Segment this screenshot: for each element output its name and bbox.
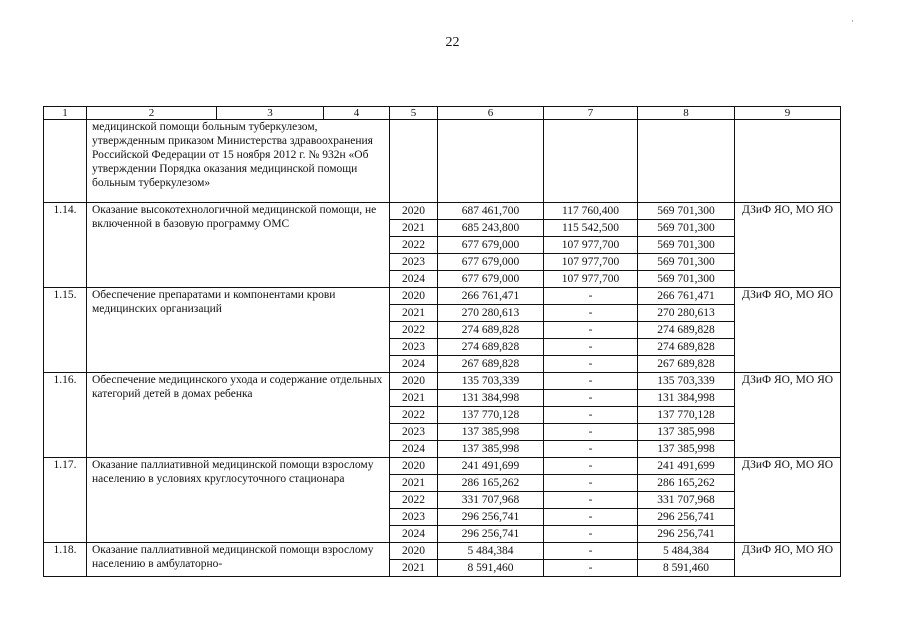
total-amount: 241 491,699 <box>438 458 544 475</box>
col-header: 3 <box>217 107 324 120</box>
item-number: 1.17. <box>44 458 87 543</box>
federal-amount: 115 542,500 <box>544 220 638 237</box>
total-amount: 685 243,800 <box>438 220 544 237</box>
executor-cell <box>735 120 841 203</box>
federal-amount: - <box>544 390 638 407</box>
regional-amount: 267 689,828 <box>638 356 735 373</box>
regional-amount: 274 689,828 <box>638 322 735 339</box>
item-number: 1.18. <box>44 543 87 577</box>
regional-amount: 569 701,300 <box>638 220 735 237</box>
regional-amount: 131 384,998 <box>638 390 735 407</box>
year-cell: 2022 <box>390 492 438 509</box>
col-header: 1 <box>44 107 87 120</box>
col-header: 6 <box>438 107 544 120</box>
year-cell: 2021 <box>390 220 438 237</box>
year-cell: 2020 <box>390 373 438 390</box>
total-amount: 8 591,460 <box>438 560 544 577</box>
col-header: 4 <box>324 107 390 120</box>
federal-amount: - <box>544 424 638 441</box>
total-amount: 296 256,741 <box>438 509 544 526</box>
regional-amount: 569 701,300 <box>638 271 735 288</box>
col-header: 2 <box>87 107 217 120</box>
continuation-row <box>44 120 841 203</box>
year-cell: 2021 <box>390 560 438 577</box>
federal-amount: - <box>544 543 638 560</box>
regional-amount: 569 701,300 <box>638 237 735 254</box>
table-row <box>44 458 841 475</box>
federal-amount: - <box>544 407 638 424</box>
table-row <box>44 543 841 560</box>
federal-amount: 107 977,700 <box>544 237 638 254</box>
total-amount: 274 689,828 <box>438 339 544 356</box>
item-description: Обеспечение препаратами и компонентами крови медицинских организаций <box>87 288 390 373</box>
regional-amount: 8 591,460 <box>638 560 735 577</box>
federal-amount: - <box>544 458 638 475</box>
total-amount: 274 689,828 <box>438 322 544 339</box>
total-amount: 270 280,613 <box>438 305 544 322</box>
executor-cell: ДЗиФ ЯО, МО ЯО <box>735 373 841 458</box>
regional-amount: 296 256,741 <box>638 509 735 526</box>
federal-amount: - <box>544 475 638 492</box>
item-description: Оказание паллиативной медицинской помощи взрослому населению в амбулаторно- <box>87 543 390 577</box>
total-amount: 131 384,998 <box>438 390 544 407</box>
amount-cell <box>544 120 638 203</box>
col-header: 5 <box>390 107 438 120</box>
total-amount: 286 165,262 <box>438 475 544 492</box>
item-description: Оказание высокотехнологичной медицинской помощи, не включенной в базовую программу ОМС <box>87 203 390 288</box>
total-amount: 331 707,968 <box>438 492 544 509</box>
federal-amount: 107 977,700 <box>544 271 638 288</box>
budget-table <box>43 106 841 577</box>
regional-amount: 135 703,339 <box>638 373 735 390</box>
regional-amount: 137 385,998 <box>638 441 735 458</box>
item-description: Оказание паллиативной медицинской помощи взрослому населению в условиях круглосуточного стационара <box>87 458 390 543</box>
total-amount: 135 703,339 <box>438 373 544 390</box>
column-header-row <box>44 107 841 120</box>
regional-amount: 569 701,300 <box>638 254 735 271</box>
regional-amount: 241 491,699 <box>638 458 735 475</box>
regional-amount: 270 280,613 <box>638 305 735 322</box>
federal-amount: - <box>544 441 638 458</box>
total-amount: 137 385,998 <box>438 441 544 458</box>
item-number: 1.16. <box>44 373 87 458</box>
executor-cell: ДЗиФ ЯО, МО ЯО <box>735 203 841 288</box>
executor-cell: ДЗиФ ЯО, МО ЯО <box>735 543 841 577</box>
total-amount: 5 484,384 <box>438 543 544 560</box>
table-row <box>44 373 841 390</box>
year-cell <box>390 120 438 203</box>
year-cell: 2024 <box>390 441 438 458</box>
year-cell: 2021 <box>390 390 438 407</box>
total-amount: 137 770,128 <box>438 407 544 424</box>
federal-amount: 117 760,400 <box>544 203 638 220</box>
item-number: 1.14. <box>44 203 87 288</box>
year-cell: 2020 <box>390 458 438 475</box>
year-cell: 2020 <box>390 203 438 220</box>
federal-amount: - <box>544 509 638 526</box>
scan-speck: · <box>851 16 854 26</box>
total-amount: 677 679,000 <box>438 237 544 254</box>
year-cell: 2020 <box>390 543 438 560</box>
year-cell: 2022 <box>390 322 438 339</box>
executor-cell: ДЗиФ ЯО, МО ЯО <box>735 288 841 373</box>
page-number: 22 <box>445 35 460 50</box>
total-amount: 677 679,000 <box>438 254 544 271</box>
regional-amount: 137 385,998 <box>638 424 735 441</box>
federal-amount: - <box>544 373 638 390</box>
federal-amount: - <box>544 356 638 373</box>
table-row <box>44 288 841 305</box>
executor-cell: ДЗиФ ЯО, МО ЯО <box>735 458 841 543</box>
year-cell: 2022 <box>390 237 438 254</box>
total-amount: 267 689,828 <box>438 356 544 373</box>
regional-amount: 266 761,471 <box>638 288 735 305</box>
regional-amount: 5 484,384 <box>638 543 735 560</box>
year-cell: 2022 <box>390 407 438 424</box>
amount-cell <box>638 120 735 203</box>
federal-amount: 107 977,700 <box>544 254 638 271</box>
item-number: 1.15. <box>44 288 87 373</box>
regional-amount: 274 689,828 <box>638 339 735 356</box>
description-cell: медицинской помощи больным туберкулезом, утвержденным приказом Министерства здравоохранения Российской Федерации от 15 ноября 2012 г. № 932н «Об утверждении Порядка оказания медицинской помощи больным туберкулезом» <box>87 120 390 203</box>
federal-amount: - <box>544 560 638 577</box>
number-cell <box>44 120 87 203</box>
regional-amount: 286 165,262 <box>638 475 735 492</box>
year-cell: 2024 <box>390 526 438 543</box>
total-amount: 296 256,741 <box>438 526 544 543</box>
amount-cell <box>438 120 544 203</box>
col-header: 9 <box>735 107 841 120</box>
table-row <box>44 203 841 220</box>
federal-amount: - <box>544 339 638 356</box>
total-amount: 266 761,471 <box>438 288 544 305</box>
year-cell: 2021 <box>390 475 438 492</box>
regional-amount: 569 701,300 <box>638 203 735 220</box>
federal-amount: - <box>544 526 638 543</box>
year-cell: 2024 <box>390 356 438 373</box>
regional-amount: 137 770,128 <box>638 407 735 424</box>
col-header: 8 <box>638 107 735 120</box>
year-cell: 2024 <box>390 271 438 288</box>
total-amount: 137 385,998 <box>438 424 544 441</box>
federal-amount: - <box>544 322 638 339</box>
federal-amount: - <box>544 492 638 509</box>
regional-amount: 331 707,968 <box>638 492 735 509</box>
col-header: 7 <box>544 107 638 120</box>
year-cell: 2023 <box>390 509 438 526</box>
federal-amount: - <box>544 288 638 305</box>
item-description: Обеспечение медицинского ухода и содержание отдельных категорий детей в домах ребенка <box>87 373 390 458</box>
year-cell: 2020 <box>390 288 438 305</box>
total-amount: 677 679,000 <box>438 271 544 288</box>
regional-amount: 296 256,741 <box>638 526 735 543</box>
total-amount: 687 461,700 <box>438 203 544 220</box>
year-cell: 2023 <box>390 424 438 441</box>
year-cell: 2021 <box>390 305 438 322</box>
year-cell: 2023 <box>390 339 438 356</box>
year-cell: 2023 <box>390 254 438 271</box>
federal-amount: - <box>544 305 638 322</box>
